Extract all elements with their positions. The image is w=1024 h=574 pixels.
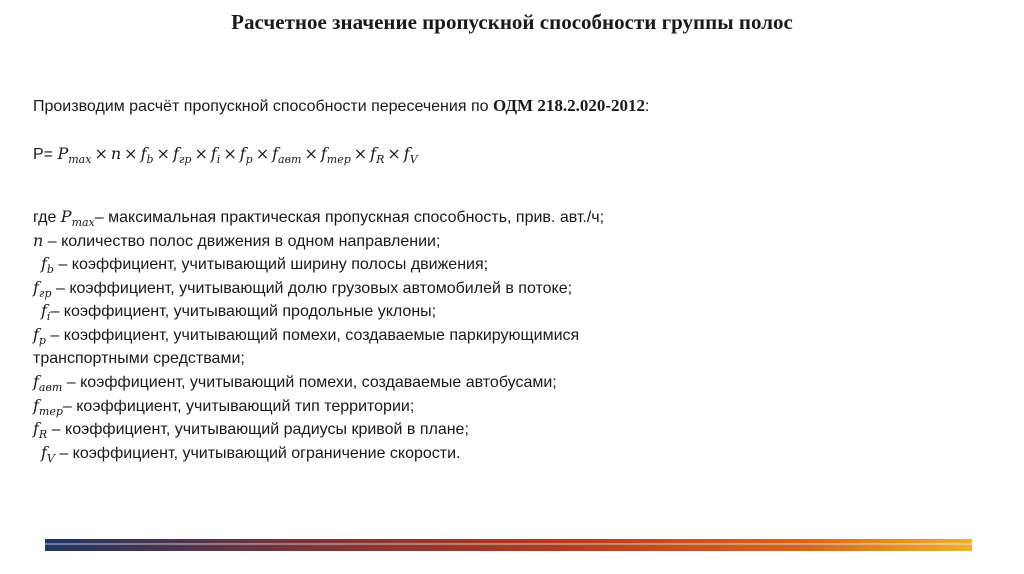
variable-symbol: f xyxy=(33,395,39,415)
variable-subscript: авт xyxy=(278,153,302,166)
definition-line xyxy=(33,276,604,300)
definition-line xyxy=(33,441,604,465)
variable-subscript: тер xyxy=(38,404,63,418)
math-variable xyxy=(60,207,95,229)
math-variable xyxy=(33,419,48,442)
intro-text: Производим расчёт пропускной способности пересечения по xyxy=(33,98,493,115)
variable-subscript: b xyxy=(146,153,154,166)
math-variable xyxy=(41,254,54,277)
variable-symbol: f xyxy=(239,144,246,163)
definition-line xyxy=(33,299,604,323)
definition-line xyxy=(33,323,604,347)
variable-symbol: f xyxy=(370,144,377,163)
variable-subscript: р xyxy=(38,333,46,347)
variable-subscript: авт xyxy=(38,381,63,395)
definition-line xyxy=(33,229,604,253)
multiply-operator: × xyxy=(387,144,401,163)
variable-symbol: f xyxy=(320,144,327,163)
definition-text: – коэффициент, учитывающий ширину полосы движения; xyxy=(53,256,489,274)
math-variable xyxy=(140,144,154,166)
definition-text: – коэффициент, учитывающий помехи, создаваемые автобусами; xyxy=(62,374,557,392)
variable-symbol: f xyxy=(140,144,147,163)
definitions-list xyxy=(33,205,604,465)
definition-text: – коэффициент, учитывающий помехи, создаваемые паркирующимися xyxy=(45,326,580,344)
definition-text: – коэффициент, учитывающий радиусы кривой в плане; xyxy=(47,421,469,439)
variable-symbol: f xyxy=(33,277,39,297)
variable-symbol: f xyxy=(41,301,47,321)
formula xyxy=(33,144,418,164)
definition-text: – количество полос движения в одном направлении; xyxy=(43,232,441,250)
definition-text: – коэффициент, учитывающий долю грузовых автомобилей в потоке; xyxy=(51,279,573,297)
math-variable xyxy=(33,231,43,250)
variable-subscript: i xyxy=(216,153,221,166)
multiply-operator: × xyxy=(194,144,208,163)
variable-symbol: P xyxy=(60,207,72,226)
math-variable xyxy=(41,442,55,465)
footer-gradient-bar xyxy=(45,539,972,551)
variable-symbol: f xyxy=(33,324,39,344)
variable-subscript: гр xyxy=(38,286,52,300)
intro-line xyxy=(33,96,649,116)
math-variable xyxy=(33,324,46,347)
definition-line xyxy=(33,205,604,229)
math-variable xyxy=(370,144,385,166)
multiply-operator: × xyxy=(255,144,270,163)
variable-symbol: f xyxy=(33,372,39,392)
math-variable xyxy=(33,395,63,418)
definition-line xyxy=(33,370,604,394)
definition-text: – коэффициент, учитывающий продольные уклоны; xyxy=(50,303,437,321)
math-variable xyxy=(33,372,63,395)
multiply-operator: × xyxy=(223,144,237,163)
variable-symbol: f xyxy=(272,144,279,163)
math-variable xyxy=(403,144,418,166)
definition-line xyxy=(33,347,604,371)
document-reference: ОДМ 218.2.020-2012 xyxy=(492,96,645,115)
variable-subscript: i xyxy=(46,310,51,324)
variable-subscript: V xyxy=(409,153,418,166)
variable-subscript: R xyxy=(38,428,48,442)
slide-title: Расчетное значение пропускной способности группы полос xyxy=(231,10,793,34)
intro-colon: : xyxy=(644,98,650,115)
math-variable xyxy=(320,144,351,166)
math-variable xyxy=(210,144,221,166)
variable-symbol: f xyxy=(172,144,179,163)
variable-symbol: n xyxy=(110,144,122,163)
definition-text: транспортными средствами; xyxy=(33,349,245,367)
variable-subscript: тер xyxy=(326,153,351,166)
multiply-operator: × xyxy=(94,144,108,163)
definition-text: – коэффициент, учитывающий ограничение скорости. xyxy=(54,444,461,462)
multiply-operator: × xyxy=(304,144,318,163)
definition-line xyxy=(33,417,604,441)
definition-prefix: где xyxy=(33,209,61,226)
variable-symbol: f xyxy=(41,442,47,462)
variable-symbol: n xyxy=(33,230,44,250)
variable-subscript: V xyxy=(46,451,55,465)
variable-subscript: гр xyxy=(178,153,192,166)
definition-text: – коэффициент, учитывающий тип территории; xyxy=(62,397,415,415)
multiply-operator: × xyxy=(124,144,138,163)
variable-symbol: f xyxy=(41,254,47,274)
math-variable xyxy=(57,144,92,166)
variable-subscript: max xyxy=(71,216,95,229)
multiply-operator: × xyxy=(353,144,368,163)
variable-subscript: max xyxy=(68,153,92,166)
variable-subscript: р xyxy=(245,153,253,166)
formula-lhs: P= xyxy=(33,146,54,163)
variable-subscript: b xyxy=(46,263,54,277)
formula-terms xyxy=(57,144,418,166)
multiply-operator: × xyxy=(156,144,170,163)
definition-line xyxy=(33,252,604,276)
math-variable xyxy=(111,144,121,163)
variable-subscript: R xyxy=(376,153,385,166)
definition-text: – максимальная практическая пропускная способность, прив. авт./ч; xyxy=(94,209,605,226)
definition-line xyxy=(33,394,604,418)
variable-symbol: P xyxy=(57,144,69,163)
variable-symbol: f xyxy=(210,144,217,163)
math-variable xyxy=(33,277,52,300)
variable-symbol: f xyxy=(33,419,39,439)
variable-symbol: f xyxy=(403,144,410,163)
math-variable xyxy=(272,144,302,166)
math-variable xyxy=(239,144,253,166)
math-variable xyxy=(172,144,192,166)
